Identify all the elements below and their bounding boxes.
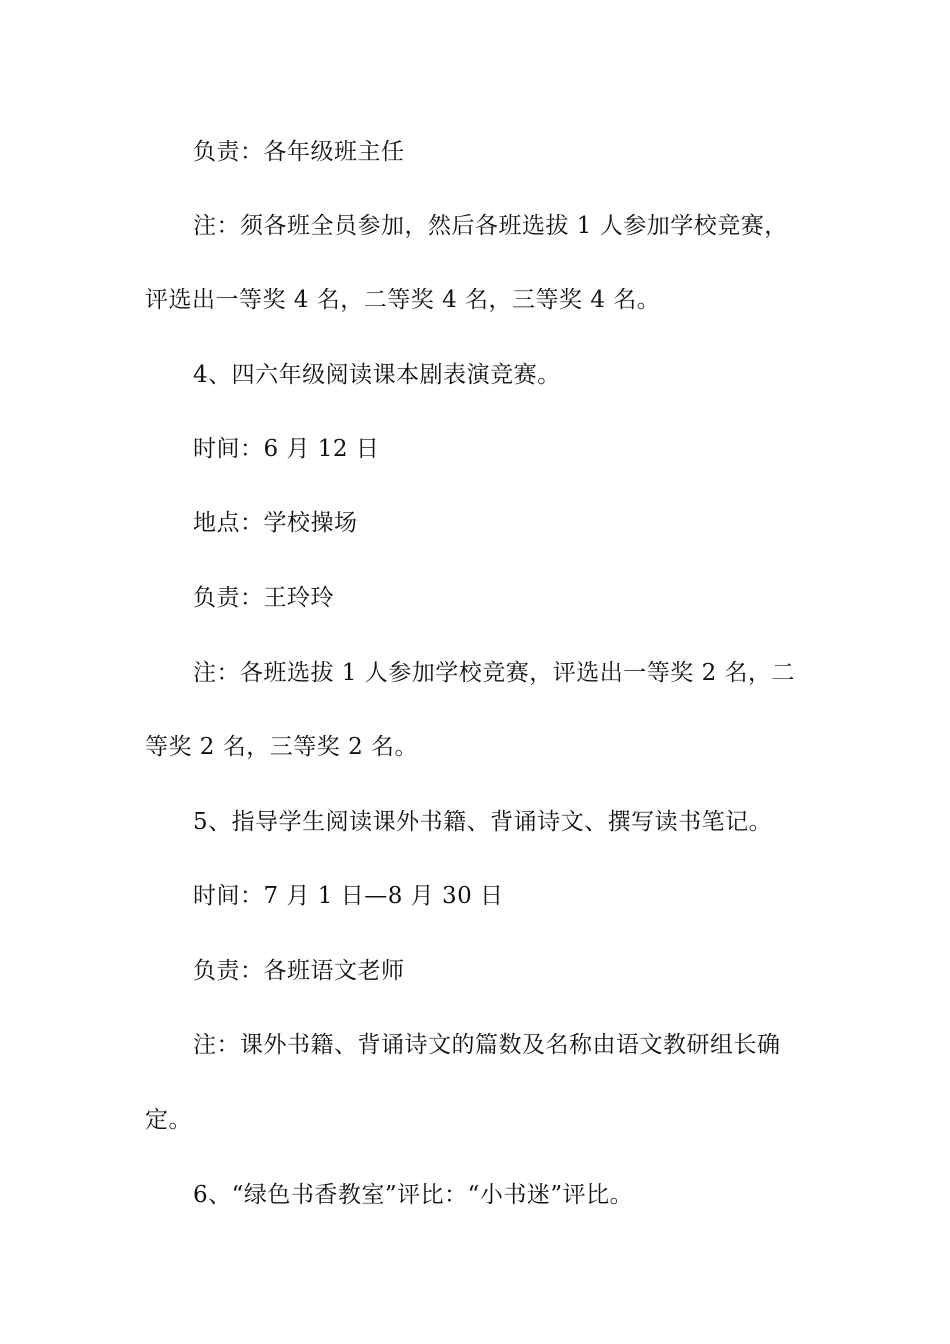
item-6-heading: 6、“绿色书香教室”评比：“小书迷”评比。 [193,1182,634,1208]
responsible-line-2: 负责：王玲玲 [193,585,334,611]
responsible-line-3: 负责：各班语文老师 [193,958,405,984]
responsible-line-1: 负责：各年级班主任 [193,139,405,165]
note-line-2-continued: 等奖 2 名，三等奖 2 名。 [145,734,419,760]
time-line-1: 时间：6 月 12 日 [193,436,380,462]
note-line-2: 注：各班选拔 1 人参加学校竞赛，评选出一等奖 2 名，二 [193,660,796,686]
location-line: 地点：学校操场 [193,510,358,536]
note-line-3-continued: 定。 [145,1107,192,1133]
item-5-heading: 5、指导学生阅读课外书籍、背诵诗文、撰写读书笔记。 [193,809,773,835]
note-line-1-continued: 评选出一等奖 4 名，二等奖 4 名，三等奖 4 名。 [145,287,661,313]
item-4-heading: 4、四六年级阅读课本剧表演竞赛。 [193,362,561,388]
time-line-2: 时间：7 月 1 日—8 月 30 日 [193,883,504,909]
note-line-1: 注：须各班全员参加，然后各班选拔 1 人参加学校竞赛， [193,213,788,239]
note-line-3: 注：课外书籍、背诵诗文的篇数及名称由语文教研组长确 [193,1032,781,1058]
